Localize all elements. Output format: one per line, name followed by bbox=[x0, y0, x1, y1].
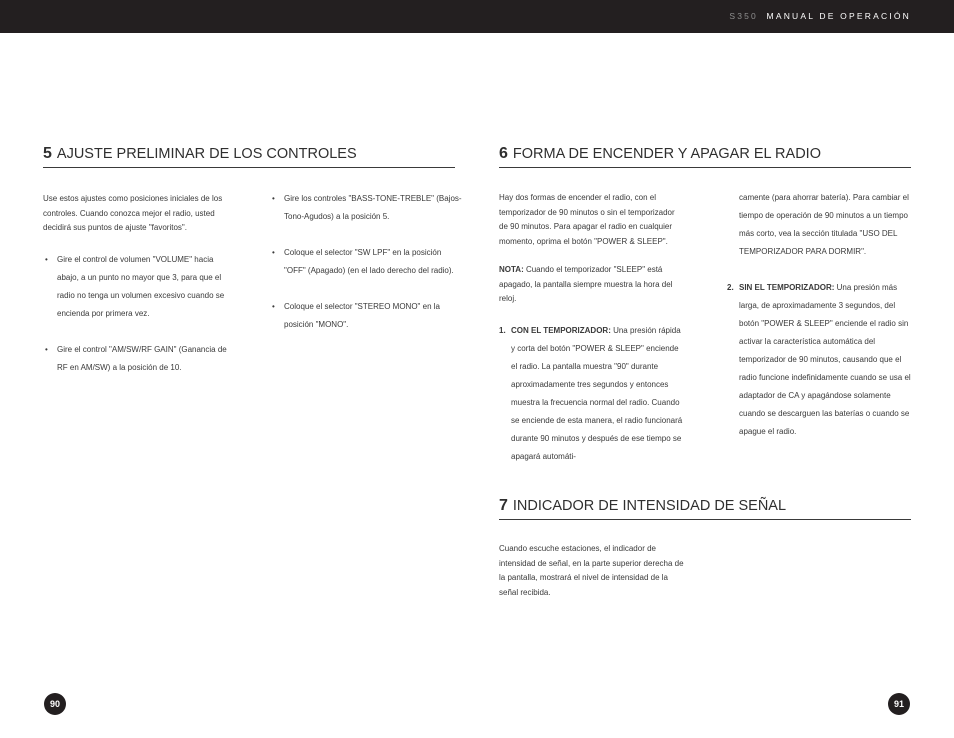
section-6-heading bbox=[499, 145, 911, 168]
header-bar bbox=[0, 0, 954, 33]
list-item: • Gire el control de volumen "VOLUME" hacia abajo, a un punto no mayor que 3, para que el radio no tenga un volumen excesivo cuando se encienda por primera vez. bbox=[45, 251, 231, 323]
list-item: • Coloque el selector "STEREO MONO" en la posición "MONO". bbox=[272, 298, 464, 334]
section-5-heading bbox=[43, 145, 455, 168]
section-5-title: AJUSTE PRELIMINAR DE LOS CONTROLES bbox=[56, 146, 357, 162]
section-6-step-1-continued: camente (para ahorrar batería). Para cambiar el tiempo de operación de 90 minutos a un tiempo más corto, vea la sección titulada "USO DEL TEMPORIZADOR PARA DORMIR". bbox=[739, 193, 909, 256]
page-number-right: 91 bbox=[888, 693, 910, 715]
step-1-number: 1. bbox=[499, 326, 506, 335]
step-1-label: CON EL TEMPORIZADOR: bbox=[511, 326, 611, 335]
bullet-icon: • bbox=[45, 345, 48, 354]
note-label: NOTA: bbox=[499, 265, 524, 274]
bullet-icon: • bbox=[272, 248, 275, 257]
section-5-number: 5 bbox=[43, 145, 52, 162]
section-6-note bbox=[499, 263, 685, 307]
step-2-label: SIN EL TEMPORIZADOR: bbox=[739, 283, 835, 292]
manual-title-text: MANUAL DE OPERACIÓN bbox=[766, 11, 911, 21]
page-number-left: 90 bbox=[44, 693, 66, 715]
list-item: • Gire los controles "BASS-TONE-TREBLE" (Bajos-Tono-Agudos) a la posición 5. bbox=[272, 190, 464, 226]
model-name: S350 bbox=[729, 11, 758, 21]
step-1-text: Una presión rápida y corta del botón "POWER & SLEEP" enciende el radio. La pantalla muestra "90" durante aproximadamente tres segundos y entonces muestra la frecuencia normal del radio. Cuando se enciende de esta manera, el radio funcionará durante 90 minutos y después de ese tiempo se apagará automáti- bbox=[511, 326, 683, 461]
list-item: • Coloque el selector "SW LPF" en la posición "OFF" (Apagado) (en el lado derecho del radio). bbox=[272, 244, 464, 280]
section-5-bullets-left bbox=[45, 251, 231, 377]
bullet-icon: • bbox=[272, 302, 275, 311]
section-6-intro: Hay dos formas de encender el radio, con el temporizador de 90 minutos o sin el temporizador de 90 minutos. Para apagar el radio en cualquier momento, oprima el botón "POWER & SLEEP". bbox=[499, 193, 675, 246]
section-6-step-1 bbox=[499, 322, 683, 466]
section-7-number: 7 bbox=[499, 497, 508, 514]
step-2-text: Una presión más larga, de aproximadamente 3 segundos, del botón "POWER & SLEEP" enciende el radio sin activar la característica automática del temporizador de 90 minutos, causando que el radio funcione indefinidamente cuando se usa el adaptador de CA y apagándose solamente cuando se descarguen las baterías o cuando se apague el radio. bbox=[739, 283, 911, 436]
bullet-icon: • bbox=[45, 255, 48, 264]
section-7-title: INDICADOR DE INTENSIDAD DE SEÑAL bbox=[512, 498, 787, 514]
section-6-title: FORMA DE ENCENDER Y APAGAR EL RADIO bbox=[512, 146, 821, 162]
section-5-bullets-right bbox=[272, 190, 464, 334]
list-item: • Gire el control "AM/SW/RF GAIN" (Ganancia de RF en AM/SW) a la posición de 10. bbox=[45, 341, 231, 377]
section-5-intro: Use estos ajustes como posiciones iniciales de los controles. Cuando conozca mejor el radio, usted decidirá sus puntos de ajuste "favoritos". bbox=[43, 194, 223, 232]
manual-title bbox=[729, 11, 911, 21]
section-7-text: Cuando escuche estaciones, el indicador de intensidad de señal, en la parte superior derecha de la pantalla, mostrará el nivel de intensidad de la señal recibida. bbox=[499, 544, 684, 597]
section-7-heading bbox=[499, 497, 911, 520]
section-6-step-2 bbox=[727, 279, 911, 441]
note-text: Cuando el temporizador "SLEEP" está apagado, la pantalla siempre muestra la hora del reloj. bbox=[499, 265, 673, 303]
section-6-number: 6 bbox=[499, 145, 508, 162]
bullet-icon: • bbox=[272, 194, 275, 203]
step-2-number: 2. bbox=[727, 283, 734, 292]
